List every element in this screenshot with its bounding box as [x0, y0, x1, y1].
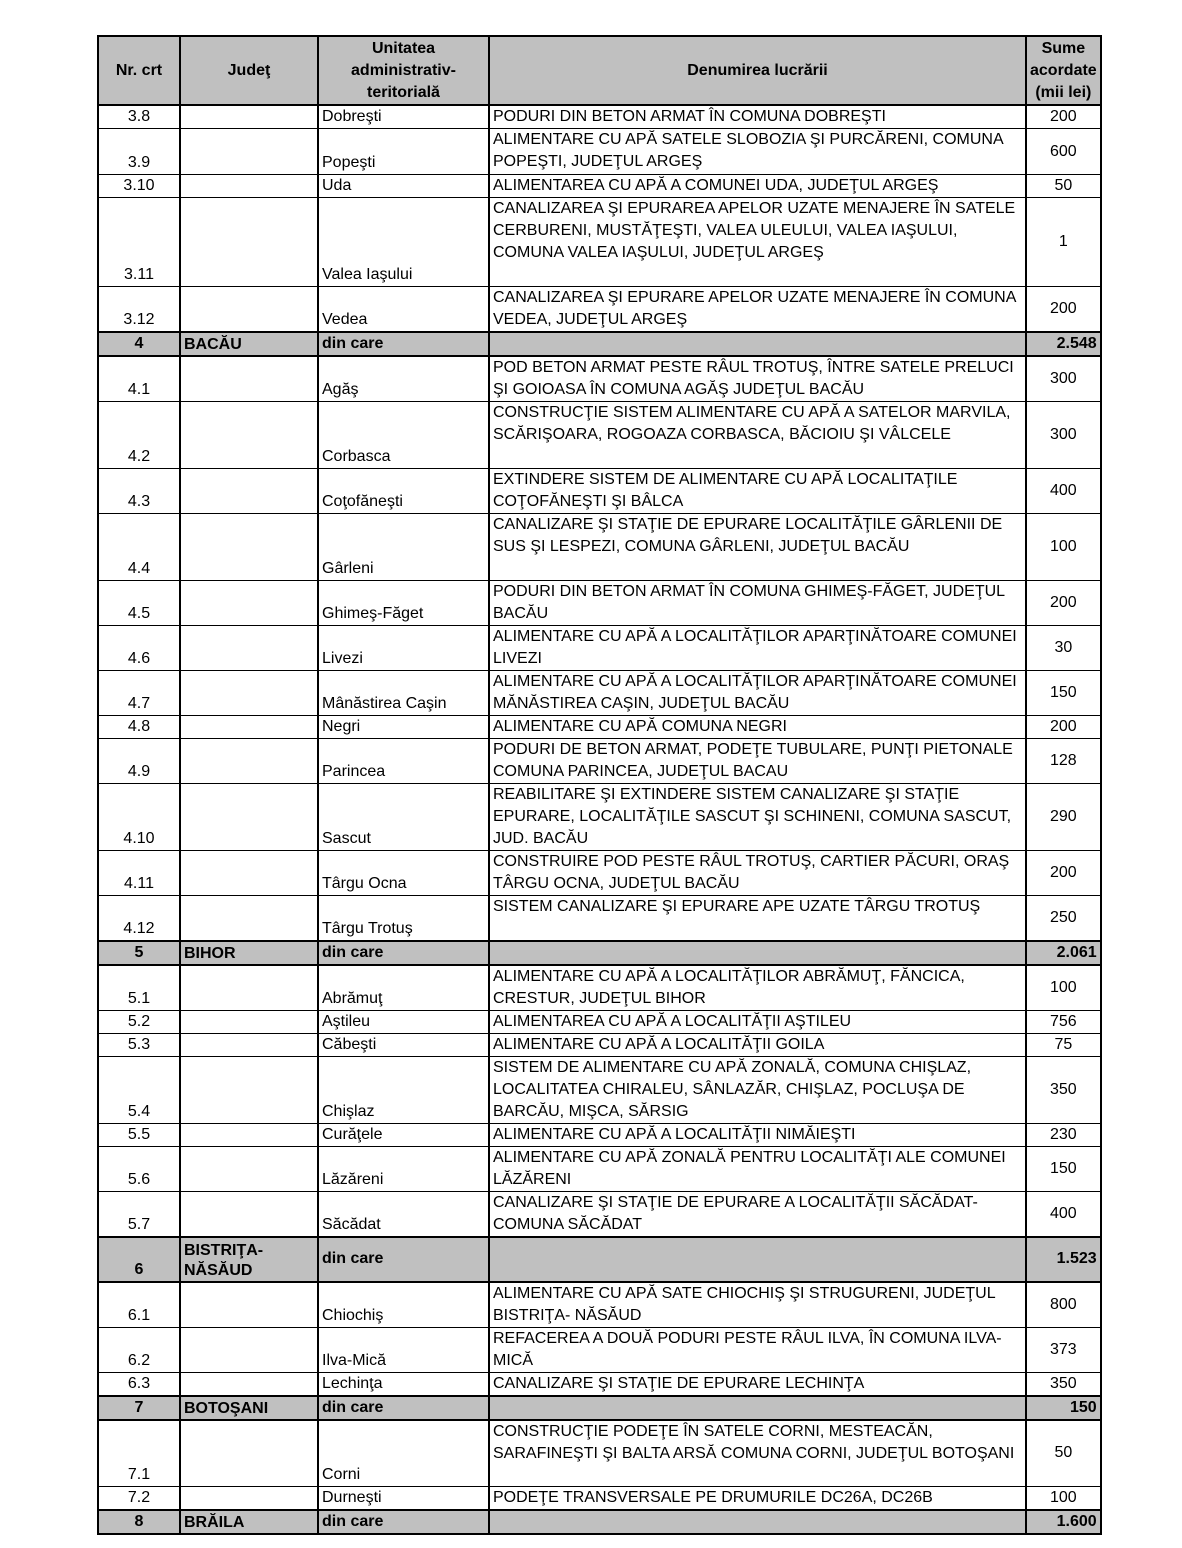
cell-uat: Lăzăreni [318, 1146, 489, 1191]
cell-judet [180, 1420, 318, 1487]
cell-denumire [489, 1510, 1026, 1534]
cell-suma: 800 [1026, 1282, 1101, 1328]
table-row [98, 1282, 1101, 1328]
cell-uat: Popeşti [318, 129, 489, 175]
cell-nr: 4.7 [98, 671, 180, 716]
cell-denumire: CANALIZAREA ŞI EPURAREA APELOR UZATE MENAJERE ÎN SATELE CERBURENI, MUSTĂŢEŞTI, VALEA ULEULUI, VALEA IAŞULUI, COMUNA VALEA IAŞULUI, JUDEŢUL ARGEŞ [489, 198, 1026, 287]
cell-denumire: CONSTRUCŢIE PODEŢE ÎN SATELE CORNI, MESTEACĂN, SARAFINEŞTI ŞI BALTA ARSĂ COMUNA CORNI, JUDEŢUL BOTOŞANI [489, 1420, 1026, 1487]
cell-suma: 200 [1026, 851, 1101, 896]
funding-table [97, 35, 1102, 1535]
cell-judet [180, 514, 318, 581]
cell-denumire: CANALIZARE ŞI STAŢIE DE EPURARE LECHINŢA [489, 1372, 1026, 1396]
header-sume: Sume acordate (mii lei) [1026, 36, 1101, 105]
cell-judet [180, 1487, 318, 1511]
cell-suma: 150 [1026, 671, 1101, 716]
cell-nr: 8 [98, 1510, 180, 1534]
cell-uat: Mânăstirea Caşin [318, 671, 489, 716]
cell-uat: Căbeşti [318, 1033, 489, 1056]
cell-judet [180, 1372, 318, 1396]
cell-nr: 3.8 [98, 105, 180, 129]
cell-judet [180, 1191, 318, 1237]
header-denumire: Denumirea lucrării [489, 36, 1026, 105]
header-uat: Unitatea administrativ-teritorială [318, 36, 489, 105]
cell-nr: 4.12 [98, 896, 180, 941]
cell-denumire [489, 1237, 1026, 1282]
cell-uat: Săcădat [318, 1191, 489, 1237]
cell-suma: 350 [1026, 1372, 1101, 1396]
cell-judet [180, 851, 318, 896]
cell-judet [180, 287, 318, 333]
cell-denumire: EXTINDERE SISTEM DE ALIMENTARE CU APĂ LOCALITAŢILE COŢOFĂNEŞTI ŞI BÂLCA [489, 469, 1026, 514]
cell-suma: 100 [1026, 1487, 1101, 1511]
cell-judet [180, 1056, 318, 1123]
county-row [98, 1510, 1101, 1534]
cell-uat: Coţofăneşti [318, 469, 489, 514]
cell-denumire: ALIMENTARE CU APĂ ZONALĂ PENTRU LOCALITĂŢI ALE COMUNEI LĂZĂRENI [489, 1146, 1026, 1191]
table-row [98, 105, 1101, 129]
cell-denumire: PODEŢE TRANSVERSALE PE DRUMURILE DC26A, DC26B [489, 1487, 1026, 1511]
cell-denumire: ALIMENTARE CU APĂ A LOCALITĂŢILOR ABRĂMUŢ, FĂNCICA, CRESTUR, JUDEŢUL BIHOR [489, 965, 1026, 1011]
header-nr: Nr. crt [98, 36, 180, 105]
cell-nr: 3.11 [98, 198, 180, 287]
cell-nr: 5.1 [98, 965, 180, 1011]
cell-suma: 2.548 [1026, 332, 1101, 356]
cell-nr: 7.1 [98, 1420, 180, 1487]
cell-uat: Uda [318, 175, 489, 198]
cell-denumire: SISTEM CANALIZARE ŞI EPURARE APE UZATE TÂRGU TROTUŞ [489, 896, 1026, 941]
cell-suma: 30 [1026, 626, 1101, 671]
cell-denumire: PODURI DIN BETON ARMAT ÎN COMUNA DOBREŞTI [489, 105, 1026, 129]
cell-suma: 150 [1026, 1146, 1101, 1191]
cell-uat: Parincea [318, 739, 489, 784]
cell-judet [180, 896, 318, 941]
cell-judet [180, 965, 318, 1011]
county-row [98, 941, 1101, 965]
cell-nr: 4.10 [98, 784, 180, 851]
cell-judet [180, 402, 318, 469]
header-judet: Judeţ [180, 36, 318, 105]
cell-nr: 4.8 [98, 716, 180, 739]
cell-suma: 250 [1026, 896, 1101, 941]
table-row [98, 896, 1101, 941]
cell-suma: 200 [1026, 716, 1101, 739]
cell-denumire: CONSTRUCŢIE SISTEM ALIMENTARE CU APĂ A SATELOR MARVILA, SCĂRIŞOARA, ROGOAZA CORBASCA, BĂCIOIU ŞI VÂLCELE [489, 402, 1026, 469]
cell-uat: din care [318, 332, 489, 356]
cell-judet [180, 1146, 318, 1191]
cell-uat: din care [318, 1510, 489, 1534]
cell-judet [180, 716, 318, 739]
cell-denumire: SISTEM DE ALIMENTARE CU APĂ ZONALĂ, COMUNA CHIŞLAZ, LOCALITATEA CHIRALEU, SÂNLAZĂR, CHIŞLAZ, POCLUŞA DE BARCĂU, MIŞCA, SĂRSIG [489, 1056, 1026, 1123]
cell-judet [180, 1010, 318, 1033]
cell-denumire: ALIMENTARE CU APĂ A LOCALITĂŢII GOILA [489, 1033, 1026, 1056]
cell-denumire: POD BETON ARMAT PESTE RÂUL TROTUŞ, ÎNTRE SATELE PRELUCI ŞI GOIOASA ÎN COMUNA AGĂŞ JUDEŢUL BACĂU [489, 356, 1026, 402]
table-row [98, 581, 1101, 626]
cell-nr: 5.4 [98, 1056, 180, 1123]
county-row [98, 332, 1101, 356]
cell-uat: Sascut [318, 784, 489, 851]
table-row [98, 626, 1101, 671]
table-row [98, 1420, 1101, 1487]
table-row [98, 175, 1101, 198]
cell-denumire: PODURI DIN BETON ARMAT ÎN COMUNA GHIMEŞ-FĂGET, JUDEŢUL BACĂU [489, 581, 1026, 626]
cell-judet [180, 356, 318, 402]
cell-nr: 3.10 [98, 175, 180, 198]
cell-suma: 50 [1026, 175, 1101, 198]
table-row [98, 1033, 1101, 1056]
cell-uat: Corbasca [318, 402, 489, 469]
cell-nr: 4.1 [98, 356, 180, 402]
cell-nr: 5.5 [98, 1123, 180, 1146]
cell-uat: Durneşti [318, 1487, 489, 1511]
cell-suma: 400 [1026, 1191, 1101, 1237]
cell-nr: 7 [98, 1396, 180, 1420]
cell-suma: 290 [1026, 784, 1101, 851]
cell-uat: Curăţele [318, 1123, 489, 1146]
cell-suma: 1 [1026, 198, 1101, 287]
cell-nr: 6.1 [98, 1282, 180, 1328]
cell-nr: 4.11 [98, 851, 180, 896]
cell-judet [180, 198, 318, 287]
table-body [98, 105, 1101, 1534]
table-row [98, 1146, 1101, 1191]
cell-uat: Lechinţa [318, 1372, 489, 1396]
cell-nr: 6 [98, 1237, 180, 1282]
cell-suma: 600 [1026, 129, 1101, 175]
cell-judet: BISTRIŢA-NĂSĂUD [180, 1237, 318, 1282]
cell-nr: 4.9 [98, 739, 180, 784]
cell-suma: 200 [1026, 581, 1101, 626]
cell-judet: BIHOR [180, 941, 318, 965]
cell-uat: Livezi [318, 626, 489, 671]
cell-uat: Negri [318, 716, 489, 739]
cell-judet [180, 1327, 318, 1372]
cell-uat: Ghimeş-Făget [318, 581, 489, 626]
cell-suma: 350 [1026, 1056, 1101, 1123]
cell-nr: 4.2 [98, 402, 180, 469]
table-row [98, 1010, 1101, 1033]
cell-nr: 6.2 [98, 1327, 180, 1372]
cell-suma: 300 [1026, 402, 1101, 469]
cell-suma: 200 [1026, 105, 1101, 129]
cell-denumire: CANALIZAREA ŞI EPURARE APELOR UZATE MENAJERE ÎN COMUNA VEDEA, JUDEŢUL ARGEŞ [489, 287, 1026, 333]
cell-judet [180, 1123, 318, 1146]
cell-nr: 5 [98, 941, 180, 965]
header-row [98, 36, 1101, 105]
cell-suma: 230 [1026, 1123, 1101, 1146]
cell-suma: 200 [1026, 287, 1101, 333]
cell-nr: 4.3 [98, 469, 180, 514]
cell-uat: Aştileu [318, 1010, 489, 1033]
table-row [98, 129, 1101, 175]
cell-judet: BOTOŞANI [180, 1396, 318, 1420]
cell-uat: din care [318, 941, 489, 965]
cell-suma: 150 [1026, 1396, 1101, 1420]
cell-uat: Gârleni [318, 514, 489, 581]
table-row [98, 356, 1101, 402]
cell-judet [180, 671, 318, 716]
table-row [98, 1327, 1101, 1372]
cell-uat: Chiochiş [318, 1282, 489, 1328]
cell-judet [180, 739, 318, 784]
cell-judet [180, 1282, 318, 1328]
cell-uat: Agăş [318, 356, 489, 402]
cell-suma: 50 [1026, 1420, 1101, 1487]
cell-denumire: ALIMENTARE CU APĂ COMUNA NEGRI [489, 716, 1026, 739]
cell-denumire: ALIMENTARE CU APĂ A LOCALITĂŢII NIMĂIEŞTI [489, 1123, 1026, 1146]
cell-uat: Valea Iaşului [318, 198, 489, 287]
cell-judet [180, 105, 318, 129]
cell-nr: 5.2 [98, 1010, 180, 1033]
table-row [98, 1191, 1101, 1237]
table-row [98, 1372, 1101, 1396]
cell-denumire: CANALIZARE ŞI STAŢIE DE EPURARE LOCALITĂŢILE GÂRLENII DE SUS ŞI LESPEZI, COMUNA GÂRLENI, JUDEŢUL BACĂU [489, 514, 1026, 581]
cell-judet [180, 469, 318, 514]
cell-denumire [489, 1396, 1026, 1420]
cell-judet [180, 1033, 318, 1056]
table-row [98, 402, 1101, 469]
cell-denumire: ALIMENTARE CU APĂ A LOCALITĂŢILOR APARŢINĂTOARE COMUNEI LIVEZI [489, 626, 1026, 671]
cell-suma: 400 [1026, 469, 1101, 514]
cell-judet [180, 581, 318, 626]
cell-uat: Târgu Trotuş [318, 896, 489, 941]
cell-judet: BACĂU [180, 332, 318, 356]
table-row [98, 1487, 1101, 1511]
cell-nr: 7.2 [98, 1487, 180, 1511]
table-row [98, 739, 1101, 784]
cell-suma: 128 [1026, 739, 1101, 784]
cell-uat: Corni [318, 1420, 489, 1487]
cell-uat: Abrămuţ [318, 965, 489, 1011]
table-row [98, 965, 1101, 1011]
cell-uat: Târgu Ocna [318, 851, 489, 896]
cell-suma: 756 [1026, 1010, 1101, 1033]
cell-nr: 4 [98, 332, 180, 356]
cell-suma: 373 [1026, 1327, 1101, 1372]
cell-suma: 100 [1026, 514, 1101, 581]
cell-nr: 3.9 [98, 129, 180, 175]
county-row [98, 1396, 1101, 1420]
cell-denumire: ALIMENTARE CU APĂ SATE CHIOCHIŞ ŞI STRUGURENI, JUDEŢUL BISTRIŢA- NĂSĂUD [489, 1282, 1026, 1328]
cell-nr: 4.6 [98, 626, 180, 671]
cell-denumire: PODURI DE BETON ARMAT, PODEŢE TUBULARE, PUNŢI PIETONALE COMUNA PARINCEA, JUDEŢUL BACAU [489, 739, 1026, 784]
cell-uat: Ilva-Mică [318, 1327, 489, 1372]
cell-uat: Dobreşti [318, 105, 489, 129]
cell-suma: 300 [1026, 356, 1101, 402]
cell-judet [180, 175, 318, 198]
cell-denumire: REFACEREA A DOUĂ PODURI PESTE RÂUL ILVA, ÎN COMUNA ILVA-MICĂ [489, 1327, 1026, 1372]
cell-denumire: ALIMENTAREA CU APĂ A COMUNEI UDA, JUDEŢUL ARGEŞ [489, 175, 1026, 198]
cell-judet [180, 626, 318, 671]
cell-suma: 1.600 [1026, 1510, 1101, 1534]
cell-uat: din care [318, 1237, 489, 1282]
county-row [98, 1237, 1101, 1282]
cell-uat: Vedea [318, 287, 489, 333]
cell-nr: 4.4 [98, 514, 180, 581]
cell-suma: 2.061 [1026, 941, 1101, 965]
cell-judet [180, 784, 318, 851]
cell-nr: 5.6 [98, 1146, 180, 1191]
table-row [98, 851, 1101, 896]
cell-denumire: REABILITARE ŞI EXTINDERE SISTEM CANALIZARE ŞI STAŢIE EPURARE, LOCALITĂŢILE SASCUT ŞI SCHINENI, COMUNA SASCUT, JUD. BACĂU [489, 784, 1026, 851]
table-row [98, 514, 1101, 581]
cell-denumire: ALIMENTARE CU APĂ SATELE SLOBOZIA ŞI PURCĂRENI, COMUNA POPEŞTI, JUDEŢUL ARGEŞ [489, 129, 1026, 175]
cell-denumire: CONSTRUIRE POD PESTE RÂUL TROTUŞ, CARTIER PĂCURI, ORAŞ TÂRGU OCNA, JUDEŢUL BACĂU [489, 851, 1026, 896]
cell-nr: 5.7 [98, 1191, 180, 1237]
cell-suma: 1.523 [1026, 1237, 1101, 1282]
cell-suma: 100 [1026, 965, 1101, 1011]
table-row [98, 1056, 1101, 1123]
cell-judet: BRĂILA [180, 1510, 318, 1534]
cell-denumire: ALIMENTAREA CU APĂ A LOCALITĂŢII AŞTILEU [489, 1010, 1026, 1033]
cell-uat: din care [318, 1396, 489, 1420]
cell-nr: 3.12 [98, 287, 180, 333]
cell-denumire [489, 941, 1026, 965]
cell-denumire [489, 332, 1026, 356]
cell-uat: Chişlaz [318, 1056, 489, 1123]
cell-nr: 5.3 [98, 1033, 180, 1056]
table-row [98, 784, 1101, 851]
table-row [98, 469, 1101, 514]
cell-judet [180, 129, 318, 175]
cell-denumire: ALIMENTARE CU APĂ A LOCALITĂŢILOR APARŢINĂTOARE COMUNEI MĂNĂSTIREA CAŞIN, JUDEŢUL BACĂU [489, 671, 1026, 716]
table-row [98, 716, 1101, 739]
cell-denumire: CANALIZARE ŞI STAŢIE DE EPURARE A LOCALITĂŢII SĂCĂDAT- COMUNA SĂCĂDAT [489, 1191, 1026, 1237]
cell-nr: 6.3 [98, 1372, 180, 1396]
table-row [98, 287, 1101, 333]
cell-suma: 75 [1026, 1033, 1101, 1056]
table-row [98, 198, 1101, 287]
table-row [98, 671, 1101, 716]
cell-nr: 4.5 [98, 581, 180, 626]
table-row [98, 1123, 1101, 1146]
